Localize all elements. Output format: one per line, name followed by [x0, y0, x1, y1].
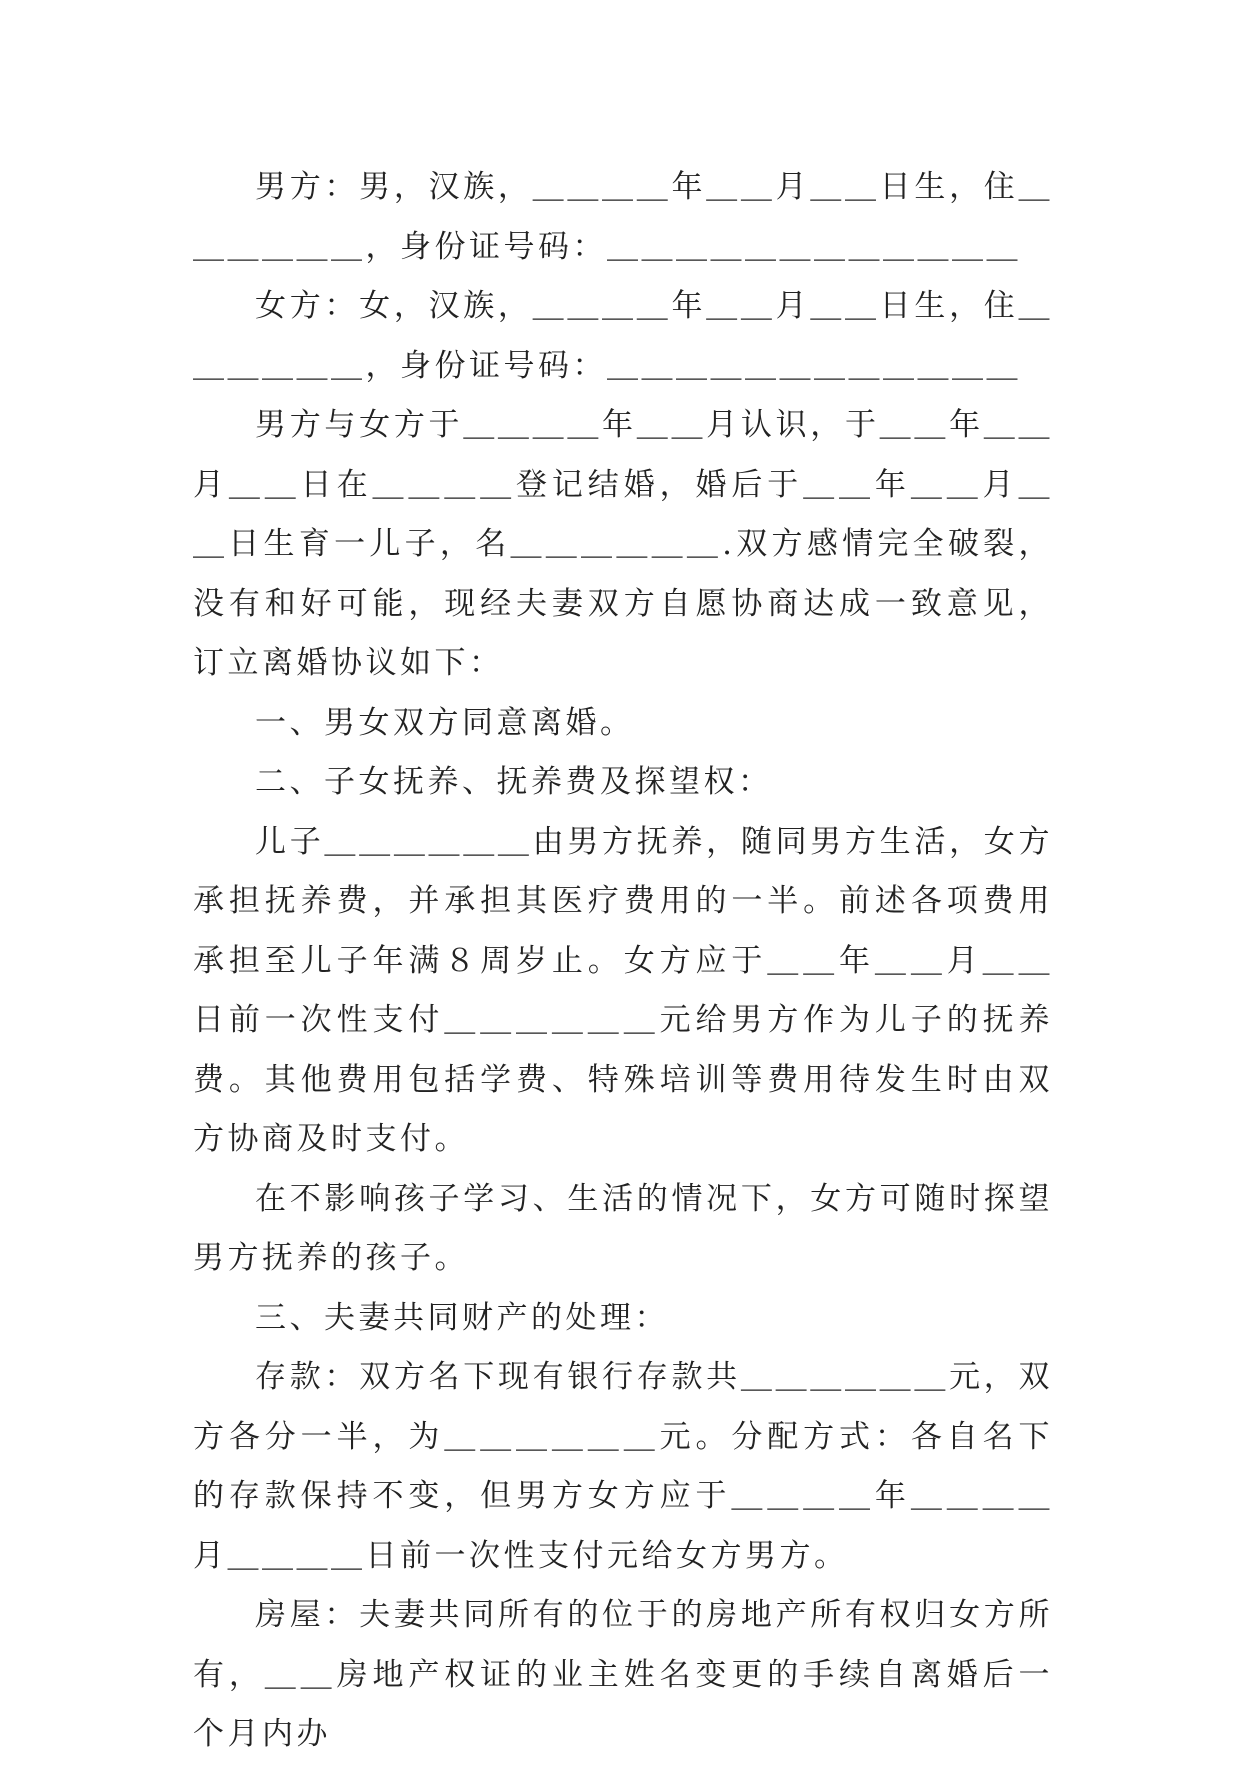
- paragraph-house-ownership: 房屋：夫妻共同所有的位于的房地产所有权归女方所有，＿＿房地产权证的业主姓名变更的手续自离婚后一个月内办: [193, 1597, 1053, 1752]
- paragraph-male-party-info: 男方：男，汉族，＿＿＿＿年＿＿月＿＿日生，住＿＿＿＿＿＿，身份证号码：＿＿＿＿＿＿＿＿＿＿＿＿: [193, 169, 1053, 265]
- paragraph-female-party-info: 女方：女，汉族，＿＿＿＿年＿＿月＿＿日生，住＿＿＿＿＿＿，身份证号码：＿＿＿＿＿＿＿＿＿＿＿＿: [193, 288, 1053, 384]
- paragraph-visitation-rights: 在不影响孩子学习、生活的情况下，女方可随时探望男方抚养的孩子。: [193, 1180, 1053, 1276]
- agreement-body: [193, 158, 1053, 1765]
- paragraph-savings-division: 存款：双方名下现有银行存款共＿＿＿＿＿＿元，双方各分一半，为＿＿＿＿＿＿元。分配方式：各自名下的存款保持不变，但男方女方应于＿＿＿＿年＿＿＿＿月＿＿＿＿日前一次性支付元给女方男方。: [193, 1359, 1053, 1574]
- paragraph-child-support: 儿子＿＿＿＿＿＿由男方抚养，随同男方生活，女方承担抚养费，并承担其医疗费用的一半。前述各项费用承担至儿子年满８周岁止。女方应于＿＿年＿＿月＿＿日前一次性支付＿＿＿＿＿＿元给男方作为儿子的抚养费。其他费用包括学费、特殊培训等费用待发生时由双方协商及时支付。: [193, 823, 1053, 1157]
- paragraph-marriage-background: 男方与女方于＿＿＿＿年＿＿月认识，于＿＿年＿＿月＿＿日在＿＿＿＿登记结婚，婚后于＿＿年＿＿月＿＿日生育一儿子，名＿＿＿＿＿＿.双方感情完全破裂，没有和好可能，现经夫妻双方自愿协商达成一致意见，订立离婚协议如下：: [193, 407, 1053, 681]
- clause-divorce-consent: 一、男女双方同意离婚。: [255, 704, 635, 741]
- clause-child-custody-heading: 二、子女抚养、抚养费及探望权：: [255, 764, 773, 800]
- clause-property-heading: 三、夫妻共同财产的处理：: [255, 1299, 669, 1336]
